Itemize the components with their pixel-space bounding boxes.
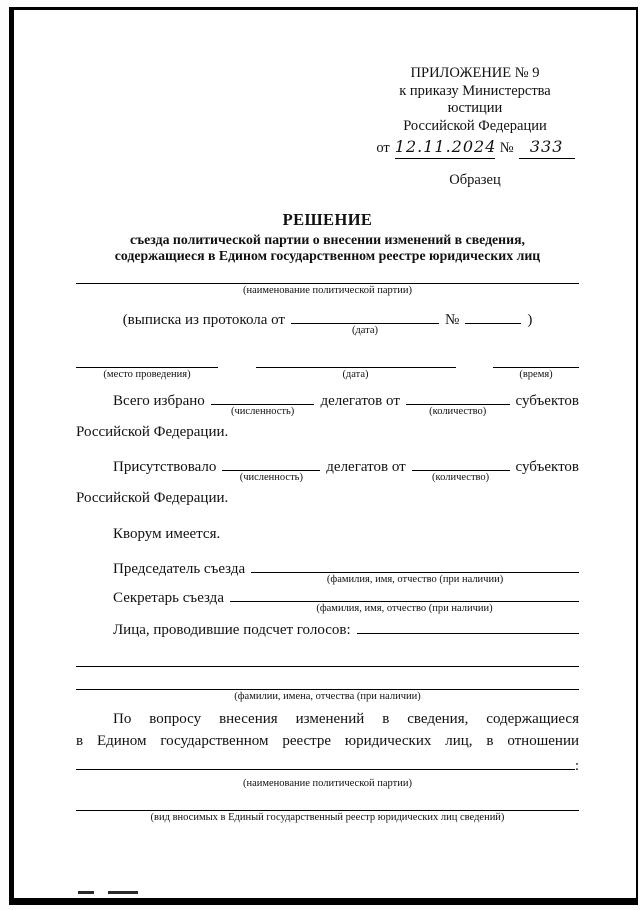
elected-regions-field[interactable] xyxy=(406,391,510,418)
venue-caption: (место проведения) xyxy=(103,369,191,380)
delegates-from-text-2: делегатов от xyxy=(326,459,406,475)
elected-regions-caption: (количество) xyxy=(429,406,487,417)
info-type-input[interactable] xyxy=(76,797,579,811)
present-line xyxy=(76,457,579,484)
info-type-caption: (вид вносимых в Единый государственный реестр юридических лиц сведений) xyxy=(150,812,505,823)
amendments-paragraph-line2: в Едином государственном реестре юридических лиц, в отношении xyxy=(76,733,579,749)
party-name-caption: (наименование политической партии) xyxy=(242,285,412,296)
present-regions-field[interactable] xyxy=(412,457,510,484)
secretary-line xyxy=(76,588,579,615)
fio-plural-caption: (фамилии, имена, отчества (при наличии) xyxy=(234,691,421,702)
amendments-paragraph-line1: По вопросу внесения изменений в сведения, содержащиеся xyxy=(113,711,579,727)
document-content xyxy=(14,10,636,898)
session-details-line xyxy=(76,354,579,381)
counters-names-input-1[interactable] xyxy=(76,653,579,667)
chairman-line xyxy=(76,559,579,586)
session-time-caption: (время) xyxy=(519,369,553,380)
elected-count-caption: (численность) xyxy=(231,406,295,417)
present-count-caption: (численность) xyxy=(239,472,303,483)
protocol-line xyxy=(76,310,579,337)
chairman-name-field[interactable] xyxy=(251,559,579,586)
vote-counters-line xyxy=(76,620,579,640)
vote-counters-field[interactable] xyxy=(357,620,579,634)
quorum-text: Кворум имеется. xyxy=(113,526,221,542)
protocol-date-input[interactable] xyxy=(291,310,439,324)
chairman-label: Председатель съезда xyxy=(113,561,246,577)
present-regions-input[interactable] xyxy=(412,457,510,471)
chairman-fio-caption: (фамилия, имя, отчество (при наличии) xyxy=(326,574,504,585)
counters-names-input-2[interactable] xyxy=(76,676,579,690)
venue-input[interactable] xyxy=(76,354,218,368)
order-attribution-line1: к приказу Министерства юстиции xyxy=(399,82,551,116)
sample-label: Образец xyxy=(449,172,501,188)
elected-count-field[interactable] xyxy=(211,391,315,418)
present-text: Присутствовало xyxy=(113,459,217,475)
party-name-field[interactable] xyxy=(76,270,579,297)
delegates-from-text-1: делегатов от xyxy=(320,393,400,409)
cutoff-line-fragment xyxy=(78,891,148,895)
elected-regions-input[interactable] xyxy=(406,391,510,405)
party-name-caption-2: (наименование политической партии) xyxy=(242,778,412,789)
protocol-close-paren: ) xyxy=(527,312,533,328)
protocol-number-field[interactable] xyxy=(465,310,521,324)
cutoff-mark-1 xyxy=(78,891,94,894)
subject-party-input[interactable] xyxy=(76,756,575,770)
secretary-name-field[interactable] xyxy=(230,588,579,615)
protocol-number-input[interactable] xyxy=(465,310,521,324)
counters-names-field-2[interactable] xyxy=(76,676,579,703)
secretary-name-input[interactable] xyxy=(230,588,579,602)
party-name-input[interactable] xyxy=(76,270,579,284)
elected-count-input[interactable] xyxy=(211,391,315,405)
order-attribution-line2: Российской Федерации xyxy=(403,117,547,134)
russian-federation-text-2: Российской Федерации. xyxy=(76,490,229,506)
session-date-caption: (дата) xyxy=(342,369,369,380)
protocol-date-caption: (дата) xyxy=(351,325,379,336)
russian-federation-text-1: Российской Федерации. xyxy=(76,424,229,440)
elected-line xyxy=(76,391,579,418)
session-time-field[interactable] xyxy=(493,354,579,381)
subject-party-line xyxy=(76,756,579,776)
order-date-line xyxy=(371,138,579,161)
total-elected-text: Всего избрано xyxy=(113,393,205,409)
session-date-input[interactable] xyxy=(256,354,456,368)
vote-counters-label: Лица, проводившие подсчет голосов: xyxy=(113,622,351,638)
subjects-text-2: субъектов xyxy=(515,459,580,475)
session-date-field[interactable] xyxy=(256,354,456,381)
info-type-field[interactable] xyxy=(76,797,579,824)
decision-subtitle-line2: содержащиеся в Едином государственном реестре юридических лиц xyxy=(114,248,541,263)
protocol-date-field[interactable] xyxy=(291,310,439,337)
colon-text: : xyxy=(574,758,579,774)
protocol-extract-text: (выписка из протокола от xyxy=(122,312,285,328)
order-date-field[interactable] xyxy=(395,138,495,159)
counters-names-field-1[interactable] xyxy=(76,653,579,667)
present-regions-caption: (количество) xyxy=(432,472,490,483)
order-date-value: 12.11.2024 xyxy=(394,137,497,156)
from-label: от xyxy=(376,140,390,156)
order-number-value: 333 xyxy=(529,137,564,156)
secretary-label: Секретарь съезда xyxy=(113,590,224,606)
protocol-number-sign: № xyxy=(445,312,460,328)
document-page xyxy=(9,7,638,905)
subject-party-field[interactable] xyxy=(76,756,575,770)
secretary-fio-caption: (фамилия, имя, отчество (при наличии) xyxy=(316,603,493,614)
cutoff-mark-2 xyxy=(108,891,138,894)
number-sign: № xyxy=(499,140,514,156)
vote-counters-input[interactable] xyxy=(357,620,579,634)
present-count-input[interactable] xyxy=(222,457,320,471)
decision-subtitle-line1: съезда политической партии о внесении изменений в сведения, xyxy=(130,232,525,247)
subjects-text-1: субъектов xyxy=(515,393,579,409)
order-number-field[interactable] xyxy=(519,138,575,159)
present-count-field[interactable] xyxy=(222,457,320,484)
header-block xyxy=(371,65,579,190)
chairman-name-input[interactable] xyxy=(251,559,579,573)
appendix-title: ПРИЛОЖЕНИЕ № 9 xyxy=(410,65,540,81)
session-time-input[interactable] xyxy=(493,354,579,368)
decision-title: РЕШЕНИЕ xyxy=(282,210,373,229)
venue-field[interactable] xyxy=(76,354,218,381)
